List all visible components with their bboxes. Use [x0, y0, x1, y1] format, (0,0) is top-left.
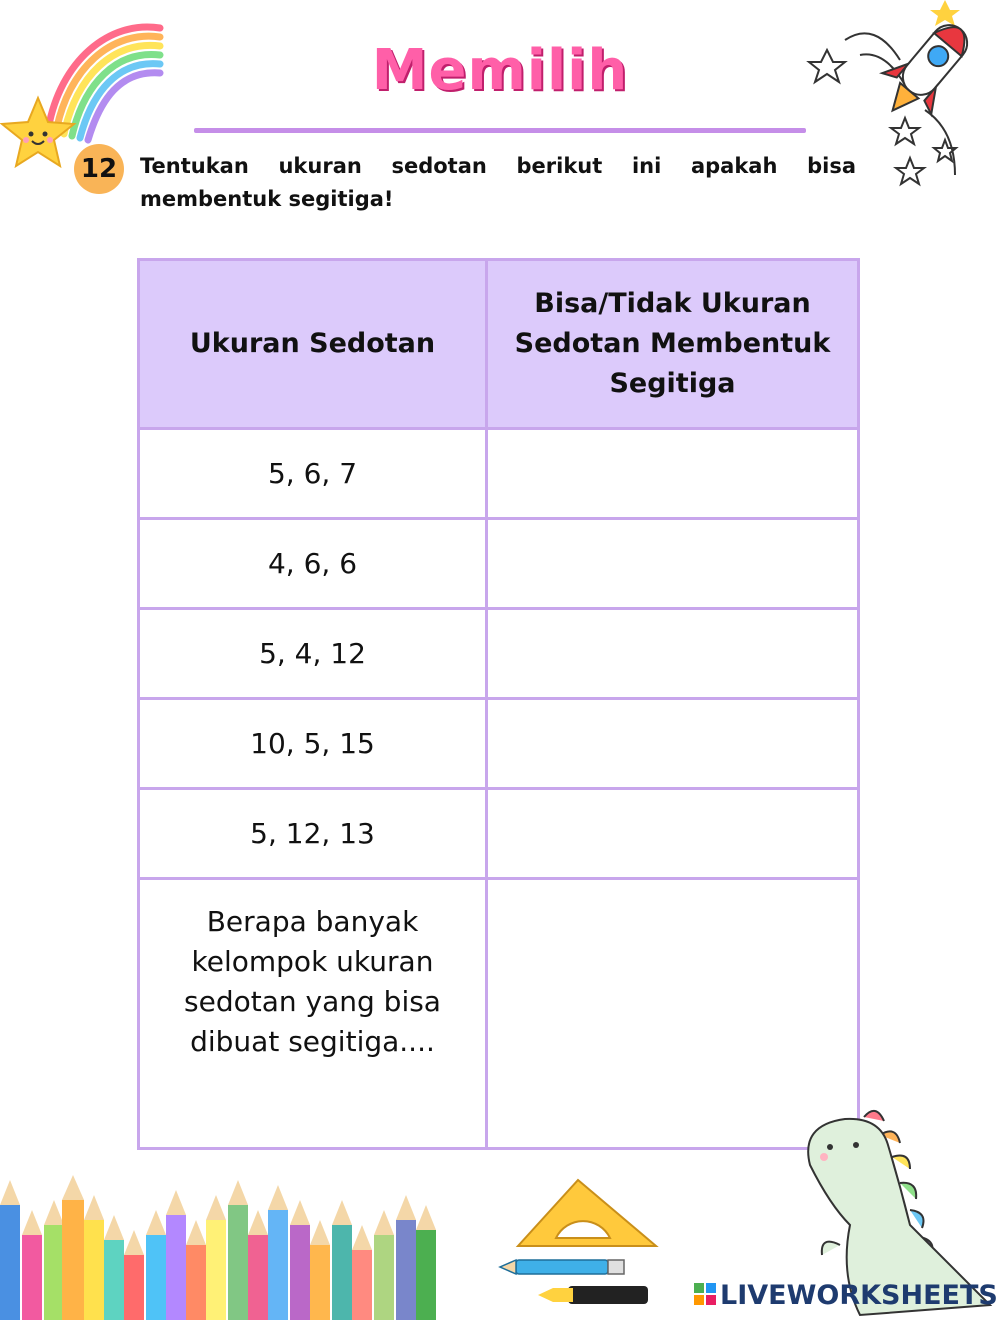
liveworksheets-logo-icon — [694, 1283, 716, 1305]
table-row — [139, 519, 859, 609]
table-row — [139, 429, 859, 519]
page-title: Memilih — [371, 38, 629, 103]
size-cell: 5, 4, 12 — [139, 609, 487, 699]
table-row — [139, 789, 859, 879]
answer-cell[interactable] — [487, 519, 859, 609]
table-header-row — [139, 260, 859, 429]
pencils-icon — [0, 1175, 440, 1320]
size-cell: 5, 6, 7 — [139, 429, 487, 519]
answer-cell[interactable] — [487, 789, 859, 879]
answer-cell[interactable] — [487, 609, 859, 699]
answer-cell[interactable] — [487, 699, 859, 789]
title-divider — [194, 128, 806, 133]
count-question-cell: Berapa banyak kelompok ukuran sedotan yang bisa dibuat segitiga.... — [139, 879, 487, 1149]
column-header-size: Ukuran Sedotan — [139, 260, 487, 429]
brand-name: LIVEWORKSHEETS — [720, 1280, 998, 1311]
table-row — [139, 609, 859, 699]
question-text: Tentukan ukuran sedotan berikut ini apakah bisa membentuk segitiga! — [140, 154, 856, 211]
column-header-answer: Bisa/Tidak Ukuran Sedotan Membentuk Segitiga — [487, 260, 859, 429]
question-number-badge: 12 — [74, 144, 124, 194]
size-cell: 5, 12, 13 — [139, 789, 487, 879]
table-row — [139, 879, 859, 1149]
triangle-table — [137, 258, 860, 1150]
size-cell: 4, 6, 6 — [139, 519, 487, 609]
table-row — [139, 699, 859, 789]
size-cell: 10, 5, 15 — [139, 699, 487, 789]
answer-cell[interactable] — [487, 429, 859, 519]
ruler-triangle-icon — [498, 1178, 668, 1313]
